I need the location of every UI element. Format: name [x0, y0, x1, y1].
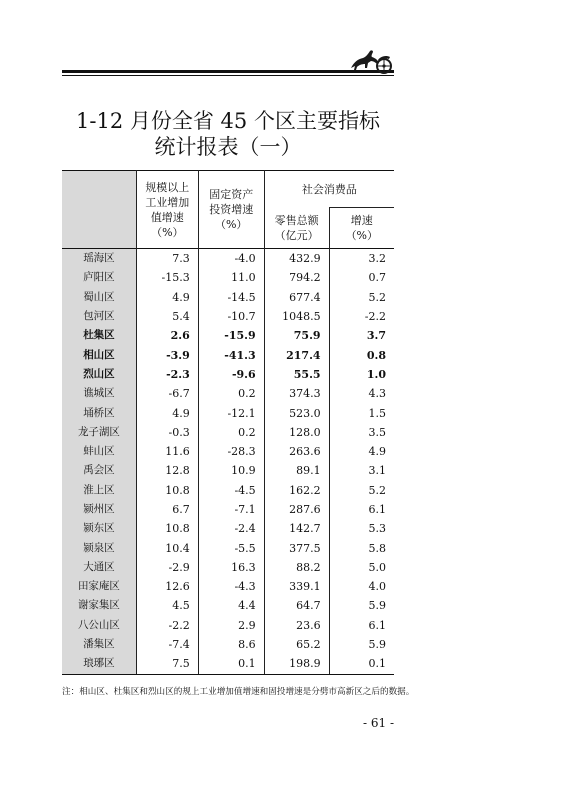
table-row	[62, 558, 394, 577]
page-title-line-1: 1-12 月份全省 45 个区主要指标	[76, 109, 380, 133]
retail-growth-cell: 0.1	[329, 654, 394, 674]
retail-growth-cell: 0.8	[329, 345, 394, 364]
retail-growth-cell: 1.5	[329, 403, 394, 422]
table-header	[62, 171, 394, 249]
table-row	[62, 538, 394, 557]
retail-growth-cell: 3.5	[329, 423, 394, 442]
district-name-cell: 大通区	[62, 558, 136, 577]
investment-growth-cell: -41.3	[198, 345, 264, 364]
retail-growth-cell: 1.0	[329, 365, 394, 384]
investment-growth-cell: -12.1	[198, 403, 264, 422]
retail-growth-cell: 5.3	[329, 519, 394, 538]
industrial-growth-cell: -2.2	[136, 616, 198, 635]
investment-growth-cell: -5.5	[198, 538, 264, 557]
header-text: （%）	[345, 229, 379, 242]
header-text: （亿元）	[274, 228, 319, 242]
retail-total-cell: 55.5	[264, 365, 329, 384]
table-row	[62, 519, 394, 538]
investment-growth-cell: -15.9	[198, 326, 264, 345]
page-title-line-2: 统计报表（一）	[154, 135, 302, 159]
retail-total-cell: 142.7	[264, 519, 329, 538]
header-investment-growth	[198, 171, 264, 249]
table-row	[62, 616, 394, 635]
retail-total-cell: 1048.5	[264, 307, 329, 326]
district-name-cell: 田家庵区	[62, 577, 136, 596]
district-name-cell: 颍泉区	[62, 538, 136, 557]
industrial-growth-cell: -15.3	[136, 268, 198, 287]
retail-growth-cell: 3.7	[329, 326, 394, 345]
district-name-cell: 淮上区	[62, 481, 136, 500]
investment-growth-cell: 10.9	[198, 461, 264, 480]
district-name-cell: 八公山区	[62, 616, 136, 635]
header-text: 零售总额	[274, 213, 319, 227]
retail-growth-cell: 6.1	[329, 500, 394, 519]
table-row	[62, 577, 394, 596]
table-row	[62, 481, 394, 500]
table-row	[62, 326, 394, 345]
retail-growth-cell: 5.2	[329, 288, 394, 307]
table-row	[62, 403, 394, 422]
investment-growth-cell: -4.3	[198, 577, 264, 596]
investment-growth-cell: 0.2	[198, 384, 264, 403]
header-retail-group	[264, 171, 394, 208]
industrial-growth-cell: -3.9	[136, 345, 198, 364]
investment-growth-cell: 2.9	[198, 616, 264, 635]
industrial-growth-cell: -2.3	[136, 365, 198, 384]
table-row	[62, 268, 394, 287]
retail-total-cell: 64.7	[264, 596, 329, 615]
table-row	[62, 423, 394, 442]
retail-total-cell: 432.9	[264, 249, 329, 269]
industrial-growth-cell: 10.8	[136, 481, 198, 500]
industrial-growth-cell: 10.8	[136, 519, 198, 538]
retail-total-cell: 162.2	[264, 481, 329, 500]
header-rule	[62, 70, 394, 73]
industrial-growth-cell: -6.7	[136, 384, 198, 403]
district-name-cell: 谢家集区	[62, 596, 136, 615]
retail-total-cell: 377.5	[264, 538, 329, 557]
header-text: 投资增速	[209, 203, 254, 216]
horse-chariot-logo-icon	[348, 46, 394, 76]
district-name-cell: 相山区	[62, 345, 136, 364]
investment-growth-cell: -28.3	[198, 442, 264, 461]
table-row	[62, 288, 394, 307]
header-corner-cell	[62, 171, 136, 249]
district-name-cell: 龙子湖区	[62, 423, 136, 442]
investment-growth-cell: -10.7	[198, 307, 264, 326]
investment-growth-cell: -2.4	[198, 519, 264, 538]
header-text: 规模以上	[145, 180, 190, 194]
retail-total-cell: 523.0	[264, 403, 329, 422]
industrial-growth-cell: 12.6	[136, 577, 198, 596]
table-body	[62, 249, 394, 675]
retail-growth-cell: 4.9	[329, 442, 394, 461]
district-name-cell: 蚌山区	[62, 442, 136, 461]
retail-growth-cell: 5.0	[329, 558, 394, 577]
retail-growth-cell: 3.2	[329, 249, 394, 269]
district-name-cell: 烈山区	[62, 365, 136, 384]
retail-total-cell: 23.6	[264, 616, 329, 635]
retail-total-cell: 75.9	[264, 326, 329, 345]
industrial-growth-cell: 11.6	[136, 442, 198, 461]
district-name-cell: 瑶海区	[62, 249, 136, 269]
industrial-growth-cell: 5.4	[136, 307, 198, 326]
investment-growth-cell: 4.4	[198, 596, 264, 615]
table-row	[62, 596, 394, 615]
investment-growth-cell: -4.0	[198, 249, 264, 269]
retail-total-cell: 263.6	[264, 442, 329, 461]
header-retail-growth	[329, 208, 394, 249]
industrial-growth-cell: 6.7	[136, 500, 198, 519]
retail-total-cell: 128.0	[264, 423, 329, 442]
retail-growth-cell: 3.1	[329, 461, 394, 480]
industrial-growth-cell: 4.5	[136, 596, 198, 615]
investment-growth-cell: 11.0	[198, 268, 264, 287]
industrial-growth-cell: -7.4	[136, 635, 198, 654]
investment-growth-cell: 16.3	[198, 558, 264, 577]
industrial-growth-cell: 12.8	[136, 461, 198, 480]
table-row	[62, 635, 394, 654]
district-name-cell: 谯城区	[62, 384, 136, 403]
page-number: - 61 -	[362, 716, 394, 730]
investment-growth-cell: 0.1	[198, 654, 264, 674]
header-text: （%）	[214, 218, 248, 231]
header-text: 增速	[350, 214, 373, 227]
district-name-cell: 颍州区	[62, 500, 136, 519]
header-rule-thin	[62, 75, 394, 76]
retail-growth-cell: 5.9	[329, 635, 394, 654]
retail-total-cell: 198.9	[264, 654, 329, 674]
investment-growth-cell: -4.5	[198, 481, 264, 500]
table-row	[62, 384, 394, 403]
header-industrial-growth	[136, 171, 198, 249]
industrial-growth-cell: -2.9	[136, 558, 198, 577]
retail-growth-cell: 4.3	[329, 384, 394, 403]
header-text: 值增速	[150, 210, 184, 224]
industrial-growth-cell: -0.3	[136, 423, 198, 442]
industrial-growth-cell: 2.6	[136, 326, 198, 345]
retail-total-cell: 677.4	[264, 288, 329, 307]
header-text: 固定资产	[209, 188, 254, 201]
retail-total-cell: 339.1	[264, 577, 329, 596]
retail-growth-cell: 5.8	[329, 538, 394, 557]
industrial-growth-cell: 7.5	[136, 654, 198, 674]
industrial-growth-cell: 7.3	[136, 249, 198, 269]
retail-growth-cell: -2.2	[329, 307, 394, 326]
investment-growth-cell: -7.1	[198, 500, 264, 519]
investment-growth-cell: 0.2	[198, 423, 264, 442]
table-row	[62, 345, 394, 364]
industrial-growth-cell: 10.4	[136, 538, 198, 557]
industrial-growth-cell: 4.9	[136, 403, 198, 422]
header-text: （%）	[151, 225, 184, 239]
retail-growth-cell: 4.0	[329, 577, 394, 596]
district-name-cell: 潘集区	[62, 635, 136, 654]
district-name-cell: 庐阳区	[62, 268, 136, 287]
table-row	[62, 307, 394, 326]
retail-total-cell: 65.2	[264, 635, 329, 654]
table-footnote: 注：相山区、杜集区和烈山区的规上工业增加值增速和固投增速是分劈市高新区之后的数据。	[62, 687, 415, 697]
retail-total-cell: 794.2	[264, 268, 329, 287]
district-name-cell: 颍东区	[62, 519, 136, 538]
table-row	[62, 249, 394, 269]
retail-growth-cell: 5.9	[329, 596, 394, 615]
header-retail-total	[264, 208, 329, 249]
investment-growth-cell: -14.5	[198, 288, 264, 307]
district-name-cell: 杜集区	[62, 326, 136, 345]
district-name-cell: 琅琊区	[62, 654, 136, 674]
table-row	[62, 442, 394, 461]
table-row	[62, 461, 394, 480]
retail-total-cell: 287.6	[264, 500, 329, 519]
district-name-cell: 埇桥区	[62, 403, 136, 422]
retail-total-cell: 89.1	[264, 461, 329, 480]
table-row	[62, 654, 394, 674]
retail-total-cell: 374.3	[264, 384, 329, 403]
district-name-cell: 包河区	[62, 307, 136, 326]
district-indicators-table	[62, 170, 394, 675]
industrial-growth-cell: 4.9	[136, 288, 198, 307]
header-text: 工业增加	[145, 195, 190, 209]
district-name-cell: 禹会区	[62, 461, 136, 480]
header-text: 社会消费品	[301, 182, 357, 196]
retail-total-cell: 88.2	[264, 558, 329, 577]
district-name-cell: 蜀山区	[62, 288, 136, 307]
retail-growth-cell: 5.2	[329, 481, 394, 500]
investment-growth-cell: 8.6	[198, 635, 264, 654]
retail-total-cell: 217.4	[264, 345, 329, 364]
retail-growth-cell: 6.1	[329, 616, 394, 635]
retail-growth-cell: 0.7	[329, 268, 394, 287]
table-row	[62, 500, 394, 519]
investment-growth-cell: -9.6	[198, 365, 264, 384]
table-row	[62, 365, 394, 384]
